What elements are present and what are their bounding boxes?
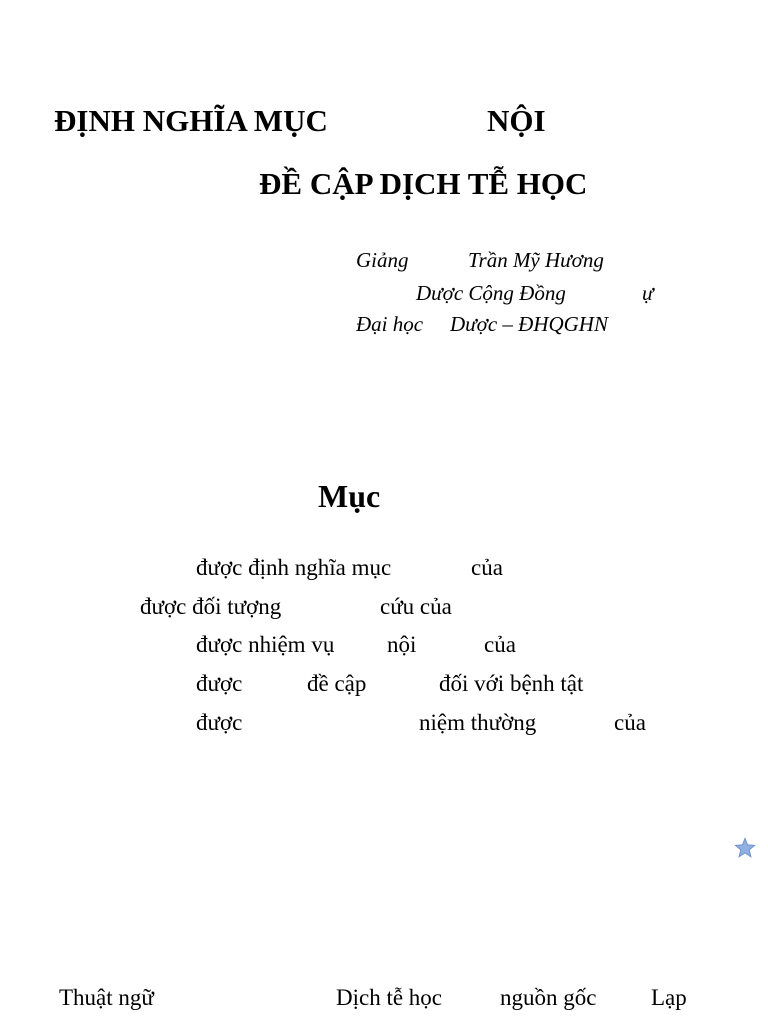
objective-5-b: niệm thường: [419, 710, 537, 735]
title-line1-part1: ĐỊNH NGHĨA MỤC: [54, 103, 328, 138]
author-line2-part2: ự: [642, 281, 654, 305]
objective-4-c: đối với bệnh tật: [439, 671, 584, 696]
footer-origin: nguồn gốc: [500, 985, 597, 1010]
objective-1-b: của: [471, 555, 503, 580]
title-line2: ĐỀ CẬP DỊCH TỄ HỌC: [259, 166, 588, 201]
objective-4-b: đề cập: [307, 671, 367, 696]
footer-epidemiology: Dịch tễ học: [336, 985, 443, 1010]
author-name: Trần Mỹ Hương: [468, 248, 604, 272]
objective-3-a: được nhiệm vụ: [196, 632, 335, 657]
objective-3-c: của: [484, 632, 516, 657]
footer-term: Thuật ngữ: [59, 985, 154, 1010]
star-icon: [734, 837, 756, 864]
objective-5-c: của: [614, 710, 646, 735]
objective-5-a: được: [196, 710, 243, 735]
objective-2-a: được đối tượng: [140, 594, 282, 619]
objective-3-b: nội: [387, 632, 417, 657]
section-heading: Mục: [318, 478, 381, 514]
title-line1-part2: NỘI: [487, 103, 546, 138]
footer-lap: Lạp: [651, 985, 687, 1010]
objective-2-b: cứu của: [380, 594, 452, 619]
author-line3-part2: Dược – ĐHQGHN: [450, 312, 608, 336]
author-line2-part1: Dược Cộng Đồng: [416, 281, 566, 305]
objective-4-a: được: [196, 671, 243, 696]
objective-1-a: được định nghĩa mục: [196, 555, 392, 580]
author-line1-part1: Giảng: [356, 248, 409, 272]
author-line3-part1: Đại học: [356, 312, 424, 336]
